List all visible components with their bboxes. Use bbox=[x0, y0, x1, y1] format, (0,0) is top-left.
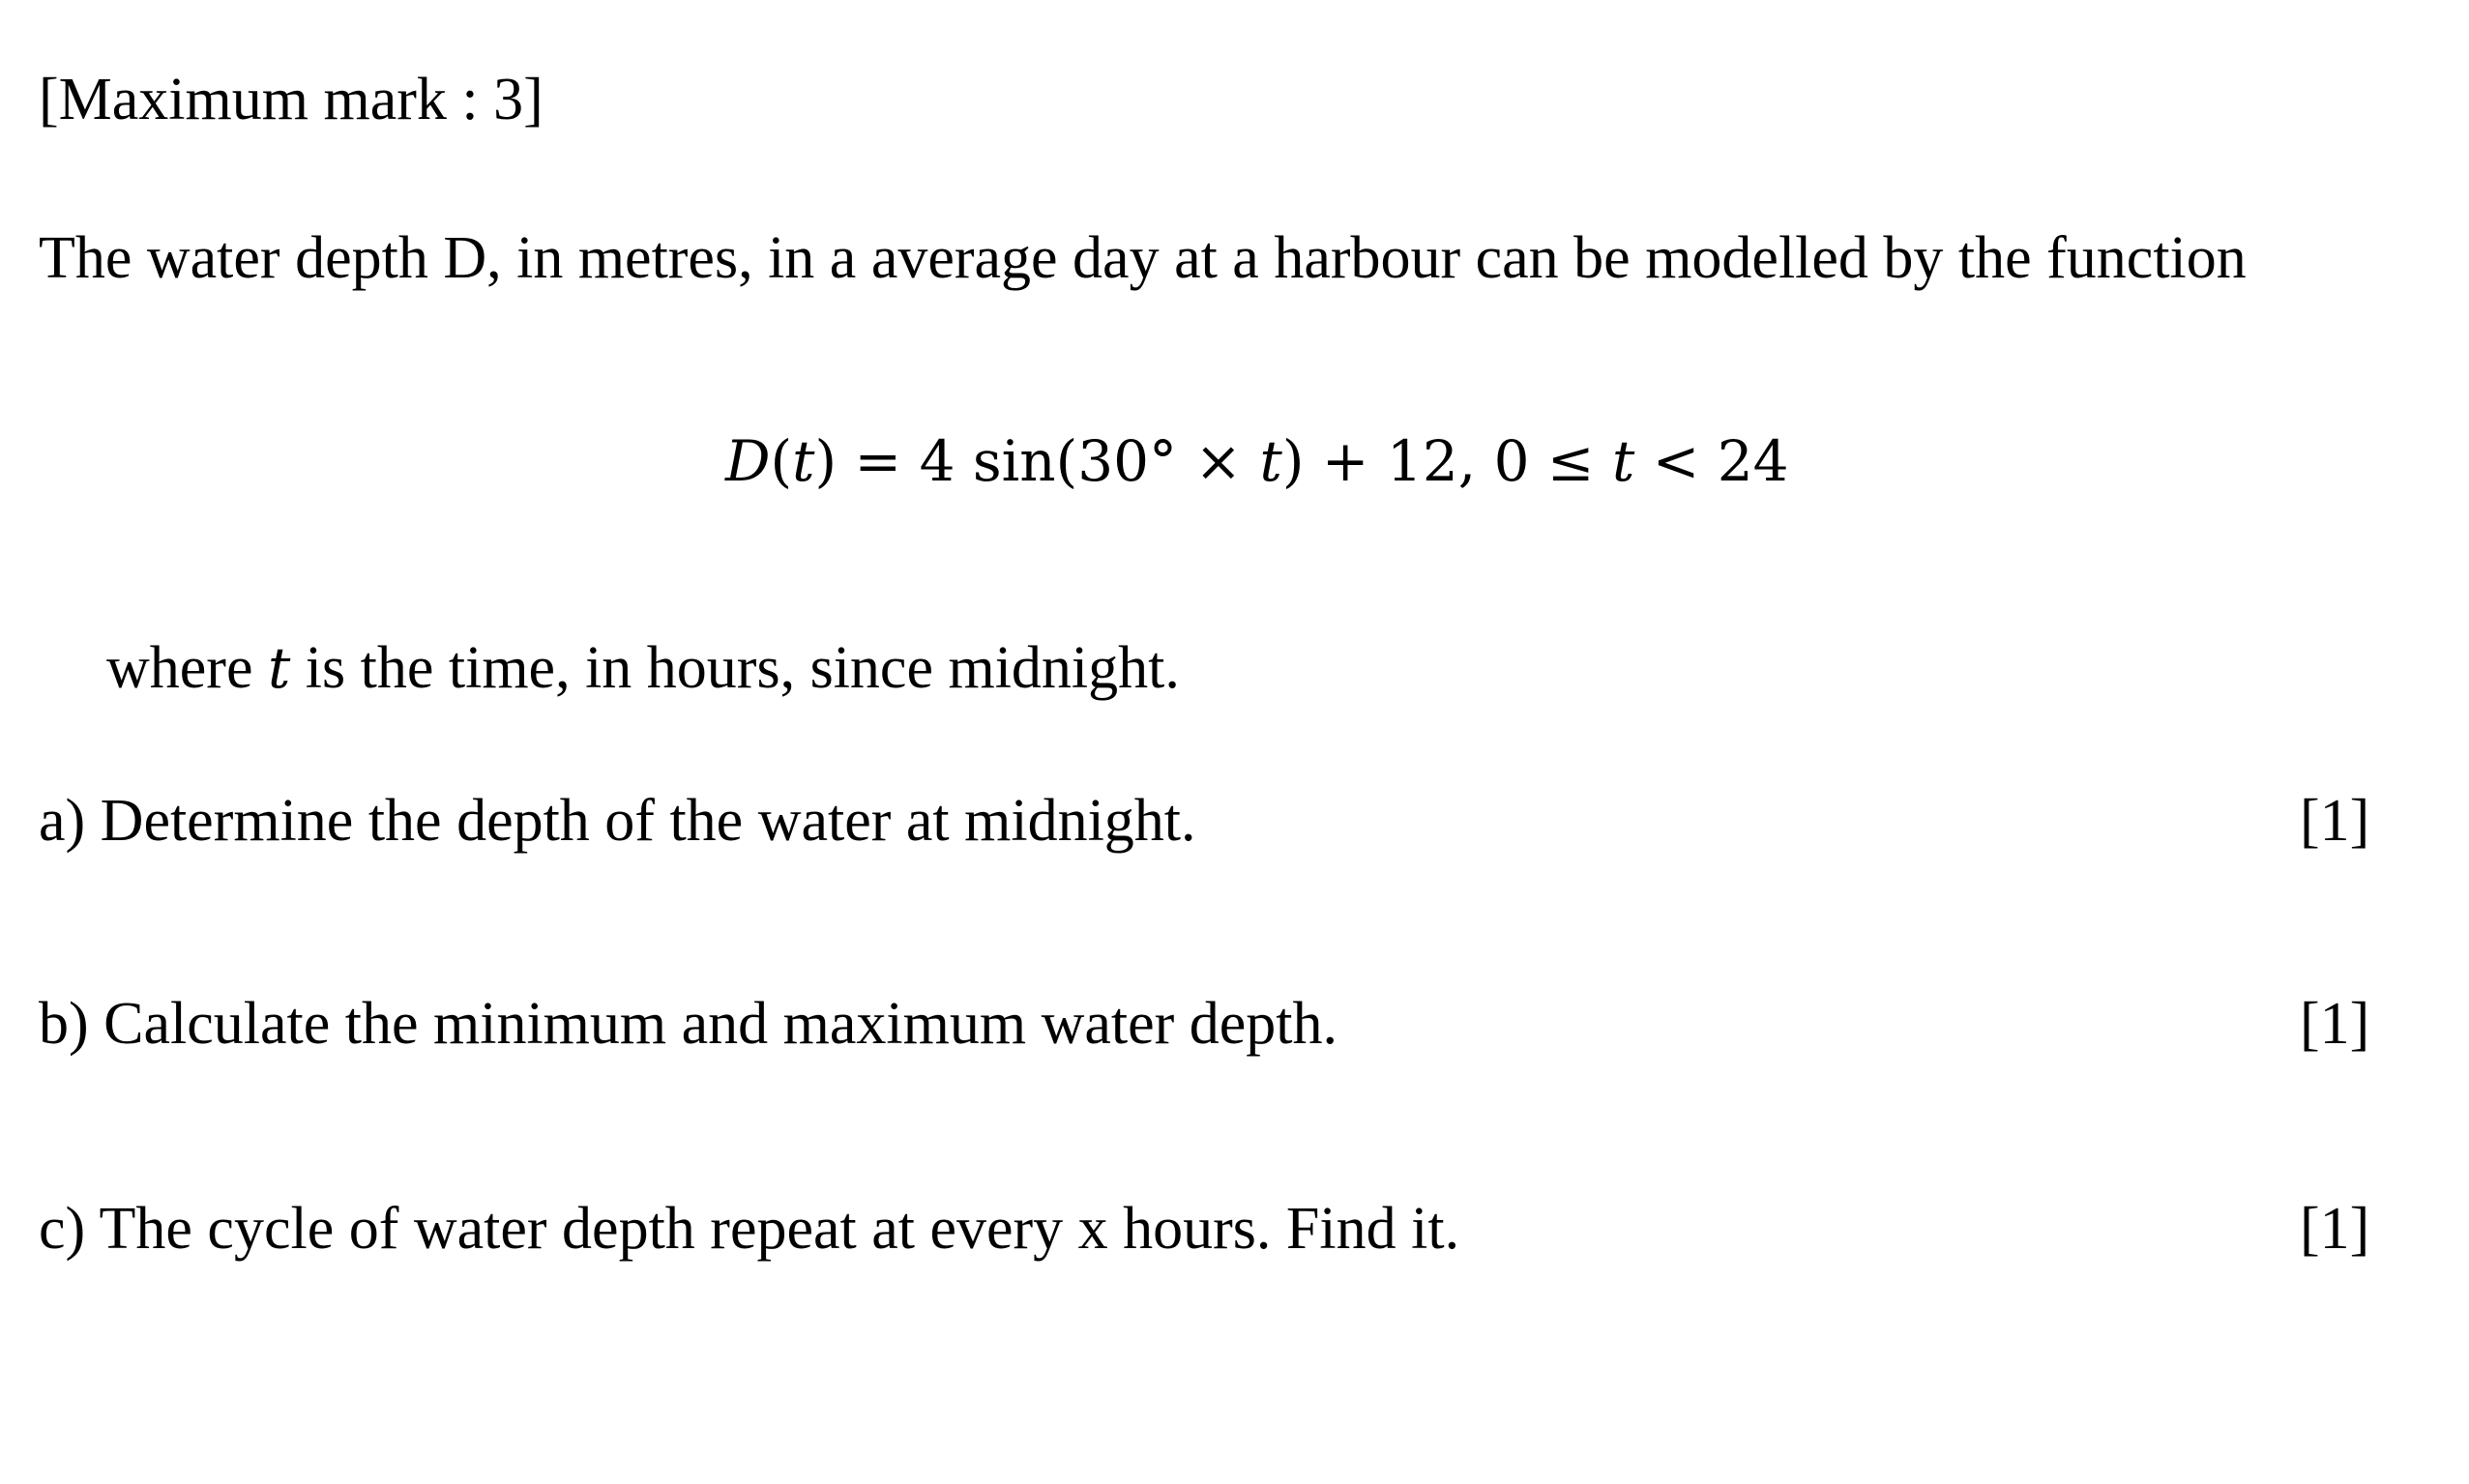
question-b-marks: [1] bbox=[2300, 991, 2370, 1057]
formula-domain-variable: t bbox=[1611, 428, 1635, 494]
definition-suffix: is the time, in hours, since midnight. bbox=[290, 635, 1180, 701]
formula-paren-close: ) bbox=[814, 428, 838, 494]
maximum-mark: [Maximum mark : 3] bbox=[39, 67, 544, 132]
definition-variable: t bbox=[267, 635, 291, 701]
question-b: b) Calculate the minimum and maximum water depth. bbox=[39, 991, 1337, 1057]
formula-equation: = 4 sin(30° × bbox=[837, 428, 1260, 494]
depth-formula bbox=[725, 428, 1789, 494]
formula-inner-variable: t bbox=[1259, 428, 1282, 494]
question-c-marks: [1] bbox=[2300, 1196, 2370, 1262]
formula-paren-open: ( bbox=[770, 428, 793, 494]
variable-definition bbox=[106, 635, 1180, 701]
question-a-marks: [1] bbox=[2300, 788, 2370, 854]
problem-intro: The water depth D, in metres, in a average day at a harbour can be modelled by the function bbox=[39, 225, 2247, 291]
formula-argument: t bbox=[792, 428, 815, 494]
formula-function-name: D bbox=[725, 428, 771, 494]
formula-domain-end: < 24 bbox=[1634, 428, 1789, 494]
formula-rest: ) + 12, 0 ≤ bbox=[1281, 428, 1612, 494]
question-a: a) Determine the depth of the water at midnight. bbox=[39, 788, 1196, 854]
definition-prefix: where bbox=[106, 635, 268, 701]
question-c: c) The cycle of water depth repeat at every x hours. Find it. bbox=[39, 1196, 1460, 1262]
